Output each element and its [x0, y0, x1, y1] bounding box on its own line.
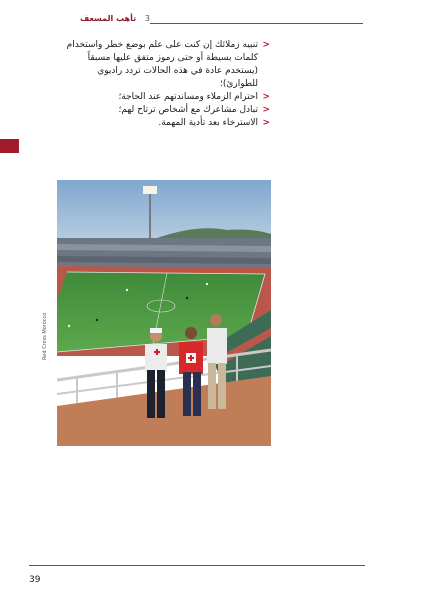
- chapter-side-tab: [0, 139, 19, 153]
- stadium-photo: [57, 180, 271, 446]
- bullet-text: تبادل مشاعرك مع أشخاص ترتاح لهم؛: [118, 105, 258, 115]
- chapter-number: 3: [144, 14, 150, 23]
- bullet-list: [60, 39, 270, 130]
- list-item: [60, 104, 270, 117]
- chevron-left-icon: <: [262, 92, 270, 102]
- chevron-left-icon: <: [262, 105, 270, 115]
- photo-credit: Red Cross Morocco: [42, 312, 48, 360]
- list-item: [60, 39, 270, 91]
- chevron-left-icon: <: [262, 40, 270, 50]
- list-item: [60, 91, 270, 104]
- bullet-text: الاسترخاء بعد تأدية المهمة.: [158, 118, 258, 128]
- chapter-title: تأهب المسعف: [80, 14, 137, 23]
- footer-rule: [29, 565, 365, 566]
- bullet-text: تنبيه زملائك إن كنت على علم بوضع خطر واستخدام كلمات بسيطة أو حتى رموز متفق عليها مسبقاً (يستخدم عادة في هذه الحالات تردد راديوي للطوارئ)؛: [66, 40, 258, 89]
- chevron-left-icon: <: [262, 118, 270, 128]
- page-number: 39: [29, 575, 41, 585]
- header-rule: [150, 23, 363, 24]
- list-item: [60, 117, 270, 130]
- chapter-header: [70, 14, 150, 23]
- bullet-text: احترام الزملاء ومساندتهم عند الحاجة؛: [118, 92, 258, 102]
